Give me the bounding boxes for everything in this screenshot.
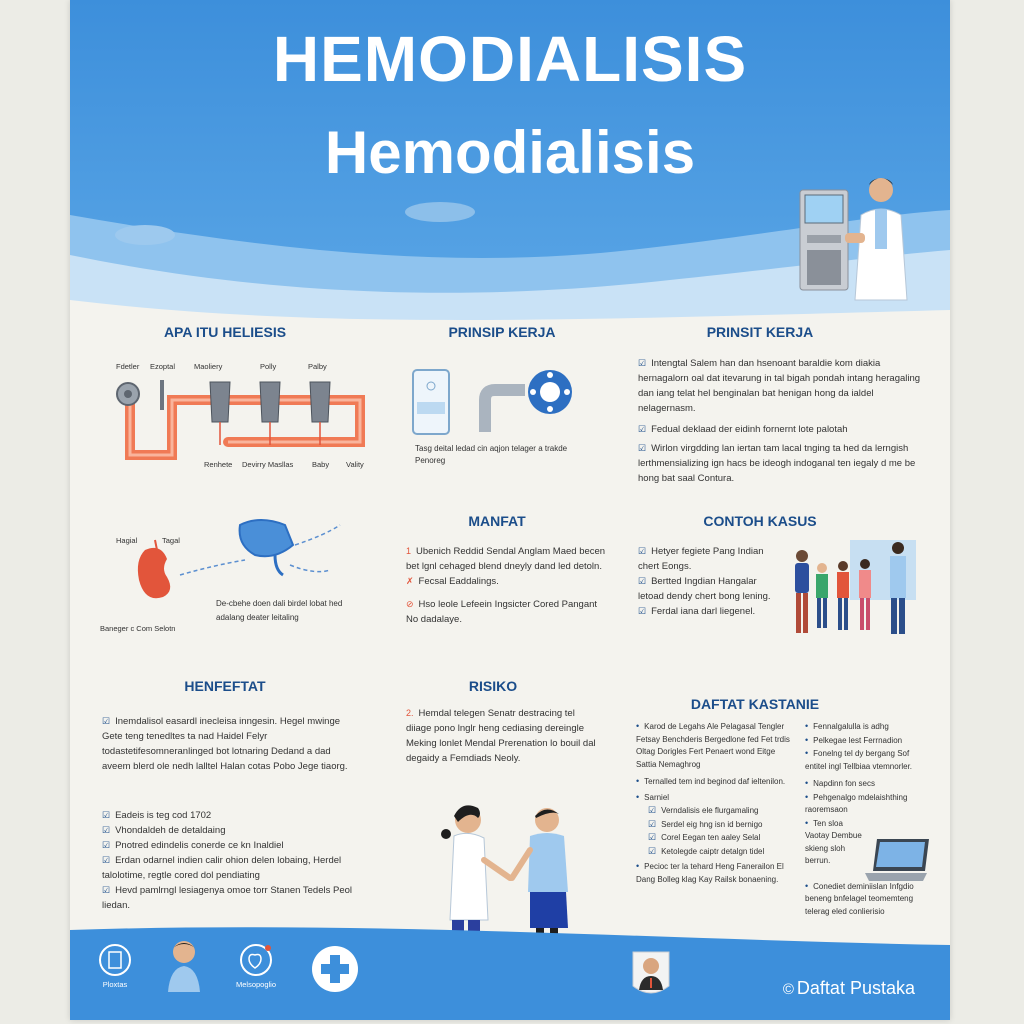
section-title-manfaat: MANFAT <box>468 513 526 529</box>
list-item-text: Pecioc ter la tehard Heng Fanerailon El Dang Bolleg klag Kay Railsk bonaening. <box>636 862 784 884</box>
list-item-text: Hevd pamlrngl lesiagenya omoe torr Stanen Tedels Peol liedan. <box>102 885 353 911</box>
paragraph-text: Inemdalisol easardl inecleisa inngesin. Hegel mwinge Gete teng tenedltes ta nad Haidel Felyr todastetifesomneranlinged bot lotnaring Dedand a dad aveem blerd ole nedh lalltel Halan cotas Pobo Jege tiaorg. <box>102 716 348 772</box>
list-item-text: Verndalisis ele flurgamaling <box>661 806 759 815</box>
doctor-portrait-badge <box>631 950 671 1000</box>
list-item: ☑ Fedual deklaad der eidinh fornernt lote palotah <box>638 424 848 435</box>
list-item: • Sarniel <box>636 791 670 802</box>
manfaat-list <box>406 544 606 627</box>
list-item-text: Sarniel <box>644 792 670 802</box>
section-title-prinsip-kerja: PRINSIP KERJA <box>448 324 556 340</box>
list-item-text: Vhondaldeh de detaldaing <box>115 825 226 836</box>
list-item: ☑ Wirlon virgdding lan iertan tam lacal tnging ta hed da lerngish lerthmensializing ign hacs be ideogh indoganal ten iegaly d me be hong bat saal Contura. <box>638 443 916 484</box>
apa-itu-bottom-label: Vality <box>346 460 364 469</box>
prinsip-note: Tasg deital ledad cin aqjon telager a trakde Penoreg <box>415 444 568 465</box>
list-item: ☑ Intengtal Salem han dan hsenoant baraldie kom diakia hernagalorn oal dat itevarung in tal bigah pondah intang heragaling dan iang telat hel benginalan bat henigan hong da ialdel nelagernasm. <box>638 358 921 414</box>
list-item: ☑ Corel Eegan ten aaley Selal <box>648 832 761 842</box>
apa-itu-top-label: Polly <box>260 362 277 371</box>
list-item-text: Ubenich Reddid Sendal Anglam Maed becen bet lgnl cehaged blend dneyly dand led detoln. <box>406 546 606 572</box>
daftat-right-list <box>805 720 925 918</box>
list-item: ☑ Hevd pamlrngl lesiagenya omoe torr Stanen Tedels Peol liedan. <box>102 885 353 911</box>
risiko-paragraph: 2. Hemdal telegen Senatr destracing tel diiage pono lnglr heng cediasing dereingle Meking lonlet Mendal Prerenation lo bouil dal degaidy a Femdiads Neoly. <box>406 708 596 764</box>
list-item: ☑ Ketolegde caiptr detalgn tidel <box>648 845 765 856</box>
section-title-prinsip-kerja-2: PRINSIT KERJA <box>706 324 814 340</box>
list-item: ☑ Vhondaldeh de detaldaing <box>102 825 226 836</box>
list-item-text: Eadeis is teg cod 1702 <box>115 810 212 821</box>
list-item: ☑ Ferdal iana darl liegenel. <box>638 606 756 617</box>
list-item: ☑ Serdel eig hng isn id bernigo <box>648 818 763 829</box>
apa-itu-top-label: Fdetler <box>116 362 140 371</box>
daftat-left-list <box>636 720 796 886</box>
people-group-illustration <box>780 538 920 638</box>
kidney-caption: Baneger c Com Selotn <box>100 624 176 633</box>
list-item-text: Napdinn fon secs <box>813 779 875 788</box>
list-item: • Ten sloa Vaotay Dembue skieng sloh berrun. <box>805 817 862 865</box>
list-item: ✗ Fecsal Eaddalings. <box>406 576 499 587</box>
paragraph-text: Hemdal telegen Senatr destracing tel diiage pono lnglr heng cediasing dereingle Meking lonlet Mendal Prerenation lo bouil dal degaidy a Femdiads Neoly. <box>406 708 596 764</box>
section-title-risiko: RISIKO <box>468 678 518 694</box>
list-item: ⊘ Hso leole Lefeein Ingsicter Cored Pangant No dadalaye. <box>406 599 598 625</box>
list-item-text: Karod de Legahs Ale Pelagasal Tengler Fetsay Benchderis Bergedlone fed Fet trdis Oltag Dorigles Fert Penaert wond Eitge Sattia Nemaghrog <box>636 722 790 769</box>
list-item-text: Conediet deminiislan Infgdio beneng bnfelagel teomemteng telerag eled conlierisio <box>805 881 914 916</box>
apa-itu-bottom-label: Baby <box>312 460 330 469</box>
kidney-label: Hagial <box>116 536 138 545</box>
list-item-text: Hso leole Lefeein Ingsicter Cored Pangant No dadalaye. <box>406 599 598 625</box>
daftar-pustaka-label: Daftat Pustaka <box>796 978 915 998</box>
section-title-apa-itu: APA ITU HELIESIS <box>163 324 287 340</box>
list-item-text: Pehgenalgo mdelaishthing raoremsaon <box>805 792 908 814</box>
clipboard-icon <box>98 943 132 977</box>
poster <box>70 0 950 1020</box>
kidney-label: Tagal <box>162 536 180 545</box>
list-item-text: Pnotred edindelis conerde ce kn Inaldiel <box>115 840 284 851</box>
title-upper: HEMODIALISIS <box>272 23 748 95</box>
heart-care-icon <box>239 943 273 977</box>
section-title-daftat-kastanie: DAFTAT KASTANIE <box>690 696 820 712</box>
section-title-henfeftat: HENFEFTAT <box>184 678 266 694</box>
list-item: • Fennalgalulla is adhg <box>805 721 889 731</box>
list-item: • Napdinn fon secs <box>805 778 875 788</box>
list-item: • Pecioc ter la tehard Heng Fanerailon El Dang Bolleg klag Kay Railsk bonaening. <box>636 861 784 884</box>
section-title-contoh-kasus: CONTOH KASUS <box>703 513 817 529</box>
list-item-text: Ten sloa Vaotay Dembue skieng sloh berrun. <box>805 818 862 865</box>
list-item-text: Serdel eig hng isn id bernigo <box>661 819 763 829</box>
doctor-machine-illustration <box>795 175 925 305</box>
list-item: • Ternalled tem ind beginod daf ieltenilon. <box>636 776 786 786</box>
apa-itu-bottom-label: Devirry Masllas <box>242 460 294 469</box>
header <box>70 0 950 320</box>
apa-itu-bottom-label: Renhete <box>204 460 233 469</box>
list-item: ☑ Pnotred edindelis conerde ce kn Inaldiel <box>102 840 284 851</box>
list-item-text: Intengtal Salem han dan hsenoant baraldie kom diakia hernagalorn oal dat itevarung in tal bigah pondah intang heragaling dan iang telat hel benginalan bat henigan hong da ialdel nelagernasm. <box>638 358 921 414</box>
list-item-text: Bertted Ingdian Hangalar letoad dendy chert bong lening. <box>638 576 771 602</box>
list-item-text: Fecsal Eaddalings. <box>418 576 499 587</box>
list-item-text: Wirlon virgdding lan iertan tam lacal tnging ta hed da lerngish lerthmensializing ign hacs be ideogh indoganal ten iegaly d me be hong bat saal Contura. <box>638 443 916 484</box>
footer-label: Ploxtas <box>102 980 128 989</box>
copyright-icon: © <box>782 981 794 998</box>
kidney-filter-illustration <box>125 515 355 605</box>
daftar-pustaka-link[interactable] <box>783 978 915 999</box>
list-item-text: Fedual deklaad der eidinh fornernt lote palotah <box>651 424 848 435</box>
list-item: • Pehgenalgo mdelaishthing raoremsaon <box>805 791 908 814</box>
henfeftat-list <box>102 808 360 913</box>
filter-pipe-illustration <box>405 362 575 442</box>
list-item: 1 Ubenich Reddid Sendal Anglam Maed becen bet lgnl cehaged blend dneyly dand led detoln. <box>406 546 606 572</box>
list-item-text: Ketolegde caiptr detalgn tidel <box>661 846 765 856</box>
list-item-text: Hetyer fegiete Pang Indian chert Eongs. <box>638 546 764 572</box>
list-item: ☑ Eadeis is teg cod 1702 <box>102 810 212 821</box>
list-item-text: Pelkegae lest Ferrnadion <box>813 735 903 745</box>
prinsip2-list <box>638 356 928 486</box>
list-item-text: Fennalgalulla is adhg <box>813 722 889 731</box>
laptop-icon <box>865 835 935 883</box>
apa-itu-top-label: Ezoptal <box>150 362 176 371</box>
list-item: ☑ Bertted Ingdian Hangalar letoad dendy chert bong lening. <box>638 576 771 602</box>
title-main: Hemodialisis <box>324 119 696 186</box>
medical-cross-icon <box>311 945 359 993</box>
apa-itu-top-label: Maoliery <box>194 362 223 371</box>
avatar <box>164 938 204 994</box>
footer-label: Melsopoglio <box>235 980 277 989</box>
dialysis-circuit-illustration <box>110 370 370 465</box>
contoh-kasus-list <box>638 544 778 619</box>
kidney-note: De-cbehe doen dali birdel lobat hed adalang deater leitaling <box>216 599 343 622</box>
list-item: ☑ Erdan odarnel indien calir ohion delen lobaing, Herdel talolotime, regtle cored dol pendiating <box>102 855 342 881</box>
apa-itu-top-label: Palby <box>308 362 327 371</box>
list-item-text: Ferdal iana darl liegenel. <box>651 606 756 617</box>
list-item: ☑ Hetyer fegiete Pang Indian chert Eongs. <box>638 546 764 572</box>
list-item: • Fonelng tel dy bergang Sof entitel ingl Tellbiaa vtemnorler. <box>805 748 913 771</box>
list-item: • Conediet deminiislan Infgdio beneng bnfelagel teomemteng telerag eled conlierisio <box>805 880 914 916</box>
list-item-text: Fonelng tel dy bergang Sof entitel ingl Tellbiaa vtemnorler. <box>805 749 913 771</box>
list-item-text: Erdan odarnel indien calir ohion delen lobaing, Herdel talolotime, regtle cored dol pendiating <box>102 855 342 881</box>
list-item: ☑ Verndalisis ele flurgamaling <box>648 805 759 815</box>
henfeftat-paragraph: ☑ Inemdalisol easardl inecleisa inngesin. Hegel mwinge Gete teng tenedltes ta nad Haidel Felyr todastetifesomneranlinged bot lotnaring Dedand a dad aveem blerd ole nedh lalltel Halan cotas Pobo Jege tiaorg. <box>102 716 348 772</box>
list-item: • Pelkegae lest Ferrnadion <box>805 734 903 745</box>
list-item-text: Corel Eegan ten aaley Selal <box>661 833 761 842</box>
list-item-text: Ternalled tem ind beginod daf ieltenilon. <box>644 777 786 786</box>
list-item: • Karod de Legahs Ale Pelagasal Tengler Fetsay Benchderis Bergedlone fed Fet trdis Oltag Dorigles Fert Penaert wond Eitge Sattia Nemaghrog <box>636 721 790 769</box>
